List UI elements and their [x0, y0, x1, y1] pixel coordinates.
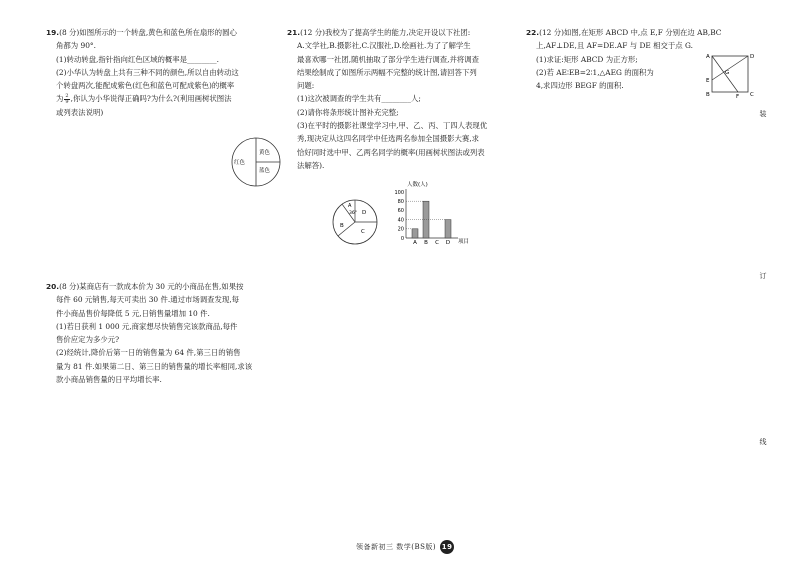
q22-line: 4,求四边形 BEGF 的面积.: [536, 81, 624, 91]
question-19: [46, 26, 281, 119]
question-21: [287, 26, 509, 172]
y-tick-label: 80: [397, 199, 404, 205]
pie-label-c: C: [361, 229, 365, 235]
y-tick-label: 40: [397, 217, 404, 224]
bar-a: [412, 229, 418, 238]
numerator: 2: [65, 92, 69, 99]
question-number: 19.: [46, 28, 60, 37]
q20-line: 件小商品售价每降低 5 元,日销售量增加 10 件.: [56, 308, 210, 318]
question-number: 22.: [526, 28, 540, 37]
fraction: [64, 94, 69, 105]
bar-d: [445, 220, 451, 238]
y-tick-label: 0: [400, 235, 404, 242]
q21-line: (2)请你将条形统计图补充完整;: [297, 107, 399, 117]
x-tick-label: C: [435, 240, 439, 246]
denominator: 9: [65, 98, 69, 105]
binding-mark: 订: [759, 272, 767, 279]
q20-line: (8 分)某商店有一款成本价为 30 元的小商品在售,如果按: [59, 282, 244, 291]
club-pie-chart: [330, 197, 380, 247]
q19-line: 为: [56, 94, 64, 104]
q22-line: 上,AF⊥DE,且 AF=DE.AF 与 DE 相交于点 G.: [536, 41, 694, 51]
page-footer: [356, 540, 454, 554]
fig-label-f: F: [736, 94, 740, 98]
q22-line: (2)若 AE∶EB=2∶1,△AEG 的面积为: [536, 67, 654, 77]
q22-line: (1)求证:矩形 ABCD 为正方形;: [536, 54, 638, 64]
question-number: 21.: [287, 28, 301, 37]
q20-line: (1)若日获利 1 000 元,商家想尽快销售完该款商品,每件: [56, 321, 238, 331]
fig-label-g: G: [725, 70, 730, 76]
q19-line: (8 分)如图所示的一个转盘,黄色和蓝色所在扇形的圆心: [59, 28, 237, 37]
fig-label-c: C: [750, 92, 754, 98]
q19-line: 或列表法说明): [56, 107, 104, 117]
x-tick-label: A: [413, 240, 417, 246]
square-geometry-figure: [704, 50, 756, 98]
pie-label-b: B: [340, 223, 344, 229]
y-tick-label: 60: [397, 208, 404, 215]
q20-line: 款小商品销售量的日平均增长率.: [56, 375, 162, 385]
q19-line: 角都为 90°.: [56, 41, 96, 51]
q21-line: (12 分)我校为了提高学生的能力,决定开设以下社团:: [300, 28, 471, 37]
pie-angle-label: 36°: [349, 211, 357, 216]
fig-label-d: D: [750, 54, 755, 60]
q21-line: 恰好同时选中甲、乙两名同学的概率(用画树状图法或列表: [297, 147, 485, 157]
footer-text: 领备新初三 数学(BS版): [356, 543, 437, 551]
q21-line: (1)这次被调查的学生共有________人;: [297, 94, 421, 104]
q21-line: 最喜欢哪一社团,随机抽取了部分学生进行调查,并将调查: [297, 54, 480, 64]
q19-line: ,你认为小华说得正确吗?为什么?(利用画树状图法: [70, 94, 232, 104]
q21-line: 法解答).: [297, 160, 325, 170]
q21-line: 结果绘制成了如图所示两幅不完整的统计图,请回答下列: [297, 67, 477, 77]
q19-line: 个转盘两次,能配成紫色(红色和蓝色可配成紫色)的概率: [56, 81, 235, 91]
pie-label-a: A: [348, 203, 352, 209]
binding-mark: 线: [759, 438, 767, 445]
spinner-red-label: 红色: [234, 160, 246, 166]
q22-line: (12 分)如图,在矩形 ABCD 中,点 E,F 分别在边 AB,BC: [539, 28, 722, 37]
fig-label-b: B: [706, 92, 710, 98]
page-number: 19: [440, 540, 454, 554]
x-tick-label: B: [424, 240, 428, 246]
q20-line: (2)经统计,降价后第一日的销售量为 64 件,第三日的销售: [56, 348, 241, 358]
bar-chart-ylabel: 人数(人): [407, 182, 428, 188]
q20-line: 售价应定为多少元?: [56, 335, 120, 345]
club-bar-chart: [388, 180, 480, 248]
q21-line: 秀,现决定从这四名同学中任选两名参加全国摄影大赛,求: [297, 134, 480, 144]
question-20: [46, 280, 281, 386]
spinner-figure: [228, 134, 284, 190]
fig-label-e: E: [706, 78, 710, 84]
pie-label-d: D: [362, 210, 367, 216]
y-tick-label: 100: [394, 189, 404, 196]
q21-line: A.文学社,B.摄影社,C.汉服社,D.绘画社.为了了解学生: [297, 41, 471, 51]
x-tick-label: D: [445, 240, 451, 246]
q20-line: 量为 81 件.如果第二日、第三日的销售量的增长率相同,求该: [56, 361, 253, 371]
y-tick-label: 20: [397, 226, 404, 233]
bar-chart-xlabel: 项目: [458, 239, 470, 245]
q20-line: 每件 60 元销售,每天可卖出 30 件.通过市场调查发现,每: [56, 295, 240, 305]
q21-line: 问题:: [297, 81, 315, 91]
spinner-blue-label: 蓝色: [259, 168, 271, 174]
q21-line: (3)在平时的摄影社课堂学习中,甲、乙、丙、丁四人表现优: [297, 121, 488, 131]
question-number: 20.: [46, 282, 60, 291]
fig-label-a: A: [706, 54, 710, 60]
q19-line: (1)转动转盘,指针指向红色区域的概率是________.: [56, 54, 219, 64]
spinner-yellow-label: 黄色: [259, 150, 271, 156]
binding-mark: 装: [759, 110, 767, 117]
q19-line: (2)小华认为转盘上共有三种不同的颜色,所以自由转动这: [56, 67, 239, 77]
